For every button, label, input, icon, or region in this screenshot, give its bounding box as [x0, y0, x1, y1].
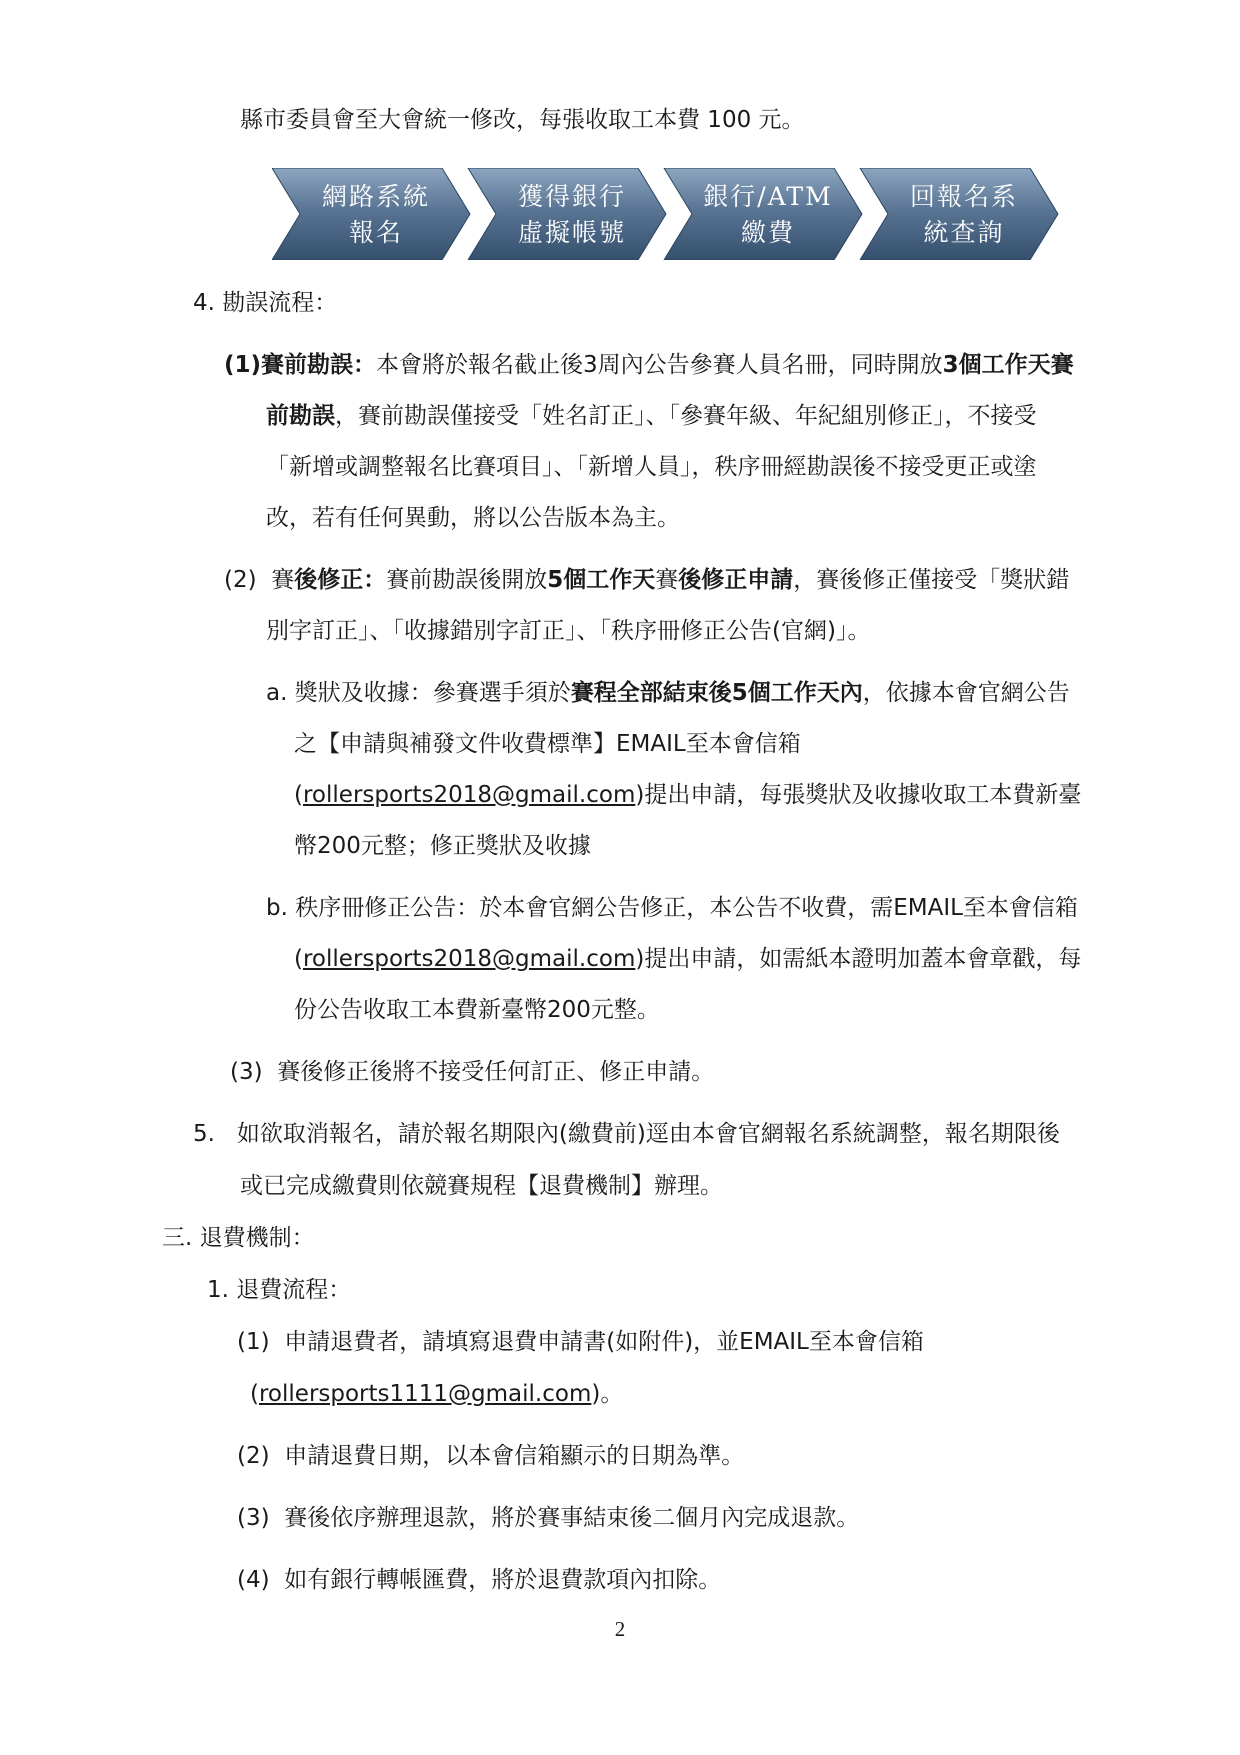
program-notice-line-2	[294, 943, 1081, 975]
refund-item-4	[237, 1564, 721, 1596]
text-span: )提出申請，每張獎狀及收據收取工本費新臺	[635, 782, 1082, 808]
certificate-receipt-line-4: 幣200元整；修正獎狀及收據	[294, 833, 591, 859]
text-span: 賽前勘誤後開放	[386, 567, 548, 593]
post-race-amendment-line-2: 別字訂正」、「收據錯別字訂正」、「秩序冊修正公告(官網)」。	[266, 618, 871, 644]
flow-step-4-line1: 回報名系	[909, 182, 1019, 211]
no-further-amendment	[230, 1056, 714, 1088]
certificate-receipt-line-1	[266, 677, 1070, 709]
refund-item-2	[237, 1440, 744, 1472]
text-span: 賽後修正後將不接受任何訂正、修正申請。	[277, 1059, 715, 1085]
bold-span: 3個工作天賽	[942, 352, 1074, 378]
intro-line: 縣市委員會至大會統一修改，每張收取工本費 100 元。	[240, 107, 805, 133]
text-span: )。	[591, 1381, 624, 1407]
text-span: ，賽後修正僅接受「獎狀錯	[793, 567, 1070, 593]
text-span: 賽	[271, 567, 295, 593]
email-link[interactable]: rollersports2018@gmail.com	[302, 946, 636, 972]
refund-process-heading: 1. 退費流程：	[207, 1277, 352, 1303]
text-span: 如有銀行轉帳匯費，將於退費款項內扣除。	[284, 1567, 722, 1593]
refund-item-1-line-1	[237, 1326, 924, 1358]
flow-step-2	[468, 168, 666, 260]
section-4-heading: 4. 勘誤流程：	[193, 290, 338, 316]
post-race-amendment-line-1	[224, 564, 1069, 596]
pre-race-correction-line-1	[224, 349, 1074, 381]
item-label: (1)	[237, 1329, 270, 1355]
flow-step-2-line1: 獲得銀行	[517, 182, 627, 211]
text-span: (	[294, 946, 303, 972]
registration-flow-diagram	[272, 168, 1092, 260]
pre-race-correction-label: (1)賽前勘誤：	[224, 352, 377, 378]
bold-span: 前勘誤	[266, 403, 335, 429]
bold-span: 後修正：	[294, 567, 387, 593]
program-notice-line-1: b. 秩序冊修正公告：於本會官網公告修正，本公告不收費，需EMAIL至本會信箱	[266, 895, 1078, 921]
flow-step-3-line1: 銀行/ATM	[703, 182, 833, 211]
bold-span: 後修正申請	[678, 567, 794, 593]
text-span: (	[250, 1381, 259, 1407]
certificate-receipt-line-2: 之【申請與補發文件收費標準】EMAIL至本會信箱	[294, 731, 801, 757]
flow-step-4-line2: 統查詢	[923, 218, 1005, 247]
page-number: 2	[614, 1617, 626, 1641]
item-label: (2)	[237, 1443, 270, 1469]
bold-span: 5個工作天	[547, 567, 656, 593]
certificate-receipt-line-3	[294, 779, 1081, 811]
item-label: (3)	[237, 1505, 270, 1531]
post-race-amendment-label: (2)	[224, 567, 257, 593]
text-span: )提出申請，如需紙本證明加蓋本會章戳，每	[635, 946, 1082, 972]
text-span: 如欲取消報名，請於報名期限內(繳費前)逕由本會官網報名系統調整，報名期限後	[236, 1121, 1060, 1147]
pre-race-correction-line-2	[266, 400, 1037, 432]
pre-race-correction-line-3: 「新增或調整報名比賽項目」、「新增人員」，秩序冊經勘誤後不接受更正或塗	[266, 454, 1037, 480]
text-span: 申請退費日期，以本會信箱顯示的日期為準。	[284, 1443, 745, 1469]
program-notice-line-3: 份公告收取工本費新臺幣200元整。	[294, 997, 660, 1023]
section-5-line-2: 或已完成繳費則依競賽規程【退費機制】辦理。	[240, 1173, 723, 1199]
flow-step-3	[664, 168, 862, 260]
text-span: a. 獎狀及收據：參賽選手須於	[266, 680, 571, 706]
flow-step-4	[860, 168, 1058, 260]
flow-step-1	[272, 168, 470, 260]
flow-step-3-line2: 繳費	[740, 218, 796, 247]
email-link[interactable]: rollersports2018@gmail.com	[302, 782, 636, 808]
text-span: ，賽前勘誤僅接受「姓名訂正」、「參賽年級、年紀組別修正」，不接受	[335, 403, 1037, 429]
bold-span: 賽程全部結束後5個工作天內	[570, 680, 863, 706]
flow-step-1-line2: 報名	[348, 218, 404, 247]
text-span: 賽	[655, 567, 679, 593]
refund-item-3	[237, 1502, 859, 1534]
flow-step-2-line2: 虛擬帳號	[517, 218, 627, 247]
text-span: (	[294, 782, 303, 808]
text-span: 本會將於報名截止後3周內公告參賽人員名冊，同時開放	[376, 352, 943, 378]
text-span: 賽後依序辦理退款，將於賽事結束後二個月內完成退款。	[284, 1505, 860, 1531]
text-span: ，依據本會官網公告	[862, 680, 1070, 706]
section-5-line-1	[193, 1118, 1060, 1150]
email-link[interactable]: rollersports1111@gmail.com	[258, 1381, 592, 1407]
refund-section-heading: 三. 退費機制：	[162, 1225, 315, 1251]
refund-item-1-line-2	[250, 1378, 623, 1410]
flow-step-1-line1: 網路系統	[321, 182, 431, 211]
item-label: 5.	[193, 1121, 215, 1147]
text-span: 申請退費者，請填寫退費申請書(如附件)，並EMAIL至本會信箱	[284, 1329, 924, 1355]
item-label: (3)	[230, 1059, 263, 1085]
pre-race-correction-line-4: 改，若有任何異動，將以公告版本為主。	[266, 505, 680, 531]
item-label: (4)	[237, 1567, 270, 1593]
